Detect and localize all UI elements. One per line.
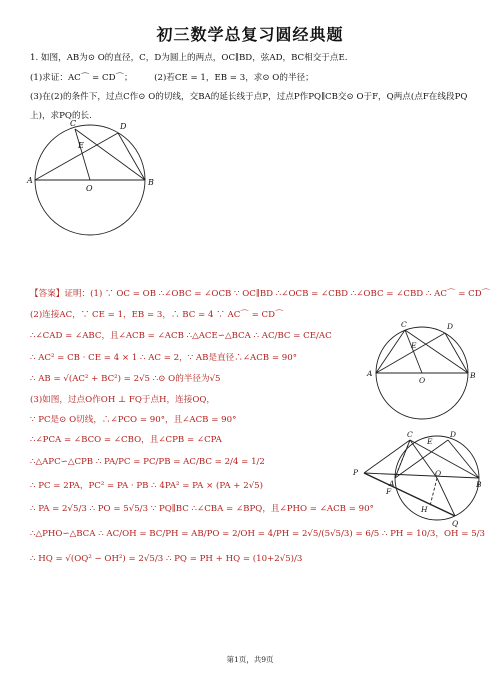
label-B: B [470,371,476,380]
label-D: D [120,122,127,131]
problem-line-1: 1. 如图，AB为⊙ O的直径，C，D为圆上的两点，OC∥BD，弦AD，BC相交于点E. [30,53,348,63]
solution-line-13: ∴ HQ = √(OQ² − OH²) = 2√5/3 ∴ PQ = PH + HQ = (10+2√5)/3 [30,554,303,564]
label-Q: Q [452,519,459,528]
label-A: A [389,479,395,488]
solution-line-10: ∴ PC = 2PA，PC² = PA · PB ∴ 4PA² = PA × (PA + 2√5) [30,481,263,491]
solution-line-6: (3)如图，过点O作OH ⊥ FQ于点H，连接OQ， [30,395,216,405]
label-H: H [421,505,428,514]
solution-line-3: ∴∠CAD = ∠ABC，且∠ACB = ∠ACB ∴△ACE∽△BCA ∴ AC/BC = CE/AC [30,331,332,341]
label-C: C [401,320,407,329]
solution-line-4: ∴ AC² = CB · CE = 4 × 1 ∴ AC = 2，∵ AB是直径∴∠ACB = 90° [30,353,298,363]
page-footer: 第1页，共9页 [226,655,274,664]
problem-line-3: (3)在(2)的条件下，过点C作⊙ O的切线，交BA的延长线于点P，过点P作PQ∥CB交⊙ O于F，Q两点(点F在线段PQ [30,92,468,102]
label-A: A [27,176,33,185]
label-O: O [86,184,93,193]
figure-circle-3 [352,428,482,528]
label-F: F [386,487,392,496]
figure-circle-1 [25,115,155,245]
page-title: 初三数学总复习圆经典题 [156,25,344,44]
figure-circle-2 [367,318,477,428]
label-E: E [78,141,84,150]
label-C: C [407,430,413,439]
problem-line-2: (1)求证：AC⌒ = CD⌒； (2)若CE = 1，EB = 3，求⊙ O的半径； [30,73,314,83]
solution-line-7: ∵ PC是⊙ O切线，∴∠PCO = 90°，且∠ACB = 90° [30,415,237,425]
solution-line-1: 【答案】证明：(1) ∵ OC = OB ∴∠OBC = ∠OCB ∵ OC∥BD ∴∠OCB = ∠CBD ∴∠OBC = ∠CBD ∴ AC⌒ = CD⌒ [30,289,491,299]
label-B: B [148,178,154,187]
solution-line-12: ∴△PHO∽△BCA ∴ AC/OH = BC/PH = AB/PO = 2/OH = 4/PH = 2√5/(5√5/3) = 6/5 ∴ PH = 10/3，OH = 5/3 [30,529,486,539]
label-E: E [427,437,433,446]
label-B: B [476,480,482,489]
label-D: D [447,322,454,331]
label-E: E [411,341,417,350]
label-A: A [367,369,373,378]
label-D: D [450,430,457,439]
solution-line-5: ∴ AB = √(AC² + BC²) = 2√5 ∴⊙ O的半径为√5 [30,374,221,384]
solution-line-9: ∴△APC∽△CPB ∴ PA/PC = PC/PB = AC/BC = 2/4 = 1/2 [30,457,265,467]
label-C: C [70,119,77,128]
label-P: P [353,468,359,477]
problem-line-4: 上)，求PQ的长. [30,111,92,121]
solution-line-2: (2)连接AC，∵ CE = 1，EB = 3，∴ BC = 4 ∵ AC⌒ = CD⌒ [30,310,284,320]
solution-line-8: ∴∠PCA = ∠BCO = ∠CBO，且∠CPB = ∠CPA [30,435,222,445]
label-O: O [419,376,426,385]
solution-line-11: ∴ PA = 2√5/3 ∴ PO = 5√5/3 ∵ PQ∥BC ∴∠CBA = ∠BPQ，且∠PHO = ∠ACB = 90° [30,504,374,514]
label-O: O [435,469,442,478]
